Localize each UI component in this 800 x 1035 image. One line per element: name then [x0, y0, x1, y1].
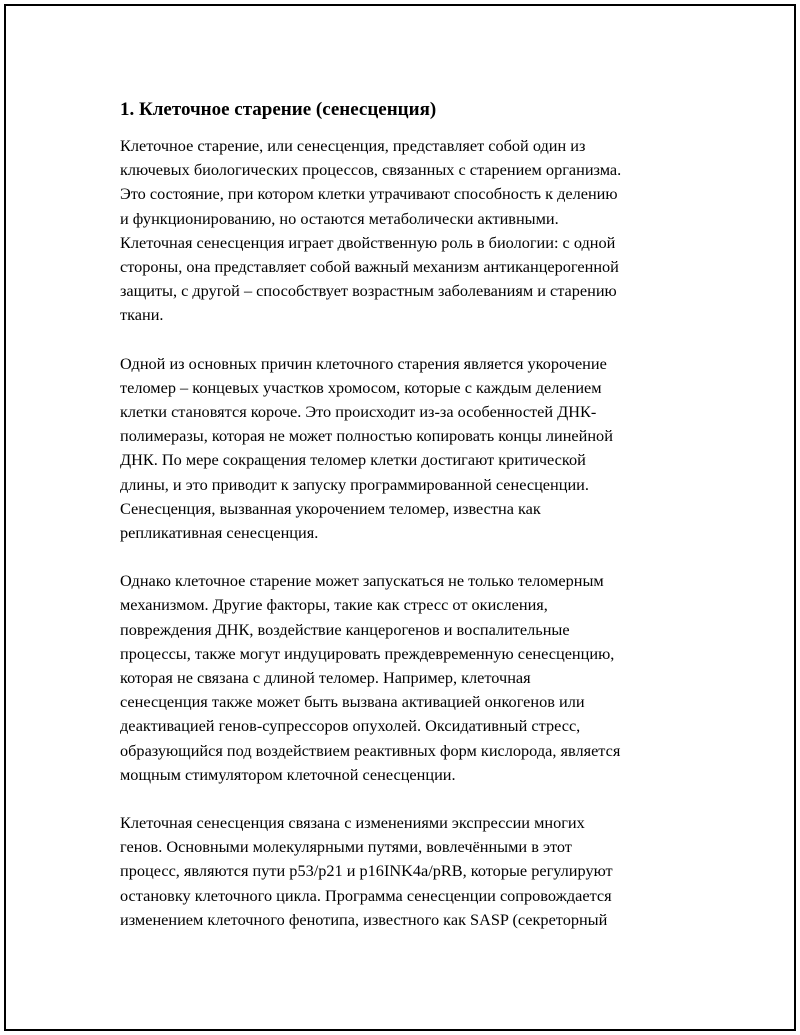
- text-line: теломер – концевых участков хромосом, которые с каждым делением: [120, 377, 602, 397]
- section-heading: 1. Клеточное старение (сенесценция): [120, 99, 437, 120]
- text-line: повреждения ДНК, воздействие канцерогенов и воспалительные: [120, 619, 570, 639]
- text-line: ключевых биологических процессов, связанных с старением организма.: [120, 160, 622, 180]
- text-line: репликативная сенесценция.: [120, 523, 319, 543]
- text-line: Сенесценция, вызванная укорочением теломер, известна как: [120, 498, 541, 518]
- text-line: ДНК. По мере сокращения теломер клетки достигают критической: [120, 450, 586, 470]
- text-line: длины, и это приводит к запуску программированной сенесценции.: [120, 474, 589, 494]
- text-line: которая не связана с длиной теломер. Например, клеточная: [120, 668, 531, 688]
- text-line: Клеточная сенесценция связана с изменениями экспрессии многих: [120, 813, 585, 833]
- text-line: процессы, также могут индуцировать преждевременную сенесценцию,: [120, 643, 615, 663]
- paragraph: [120, 134, 700, 328]
- text-line: деактивацией генов-супрессоров опухолей. Оксидативный стресс,: [120, 716, 581, 736]
- text-line: Клеточная сенесценция играет двойственную роль в биологии: с одной: [120, 232, 616, 252]
- text-line: изменением клеточного фенотипа, известного как SASP (секреторный: [120, 909, 608, 929]
- text-line: ткани.: [120, 305, 164, 325]
- text-line: Одной из основных причин клеточного старения является укорочение: [120, 353, 607, 373]
- text-line: защиты, с другой – способствует возрастным заболеваниям и старению: [120, 281, 617, 301]
- text-line: и функционированию, но остаются метаболически активными.: [120, 208, 559, 228]
- text-line: Однако клеточное старение может запускаться не только теломерным: [120, 571, 604, 591]
- document-content: [120, 98, 700, 956]
- text-line: полимеразы, которая не может полностью копировать концы линейной: [120, 426, 613, 446]
- page-frame: [4, 4, 796, 1031]
- text-line: остановку клеточного цикла. Программа сенесценции сопровождается: [120, 885, 612, 905]
- paragraphs-container: [120, 134, 700, 932]
- text-line: клетки становятся короче. Это происходит из-за особенностей ДНК-: [120, 402, 597, 422]
- text-line: стороны, она представляет собой важный механизм антиканцерогенной: [120, 257, 619, 277]
- text-line: генов. Основными молекулярными путями, вовлечёнными в этот: [120, 837, 572, 857]
- text-line: мощным стимулятором клеточной сенесценции.: [120, 764, 456, 784]
- paragraph: [120, 352, 700, 546]
- text-line: Это состояние, при котором клетки утрачивают способность к делению: [120, 184, 618, 204]
- text-line: сенесценция также может быть вызвана активацией онкогенов или: [120, 692, 585, 712]
- text-line: механизмом. Другие факторы, такие как стресс от окисления,: [120, 595, 548, 615]
- paragraph: [120, 811, 700, 932]
- text-line: Клеточное старение, или сенесценция, представляет собой один из: [120, 136, 586, 155]
- text-line: процесс, являются пути p53/p21 и p16INK4a/pRB, которые регулируют: [120, 861, 613, 881]
- paragraph: [120, 569, 700, 787]
- text-line: образующийся под воздействием реактивных форм кислорода, является: [120, 740, 621, 760]
